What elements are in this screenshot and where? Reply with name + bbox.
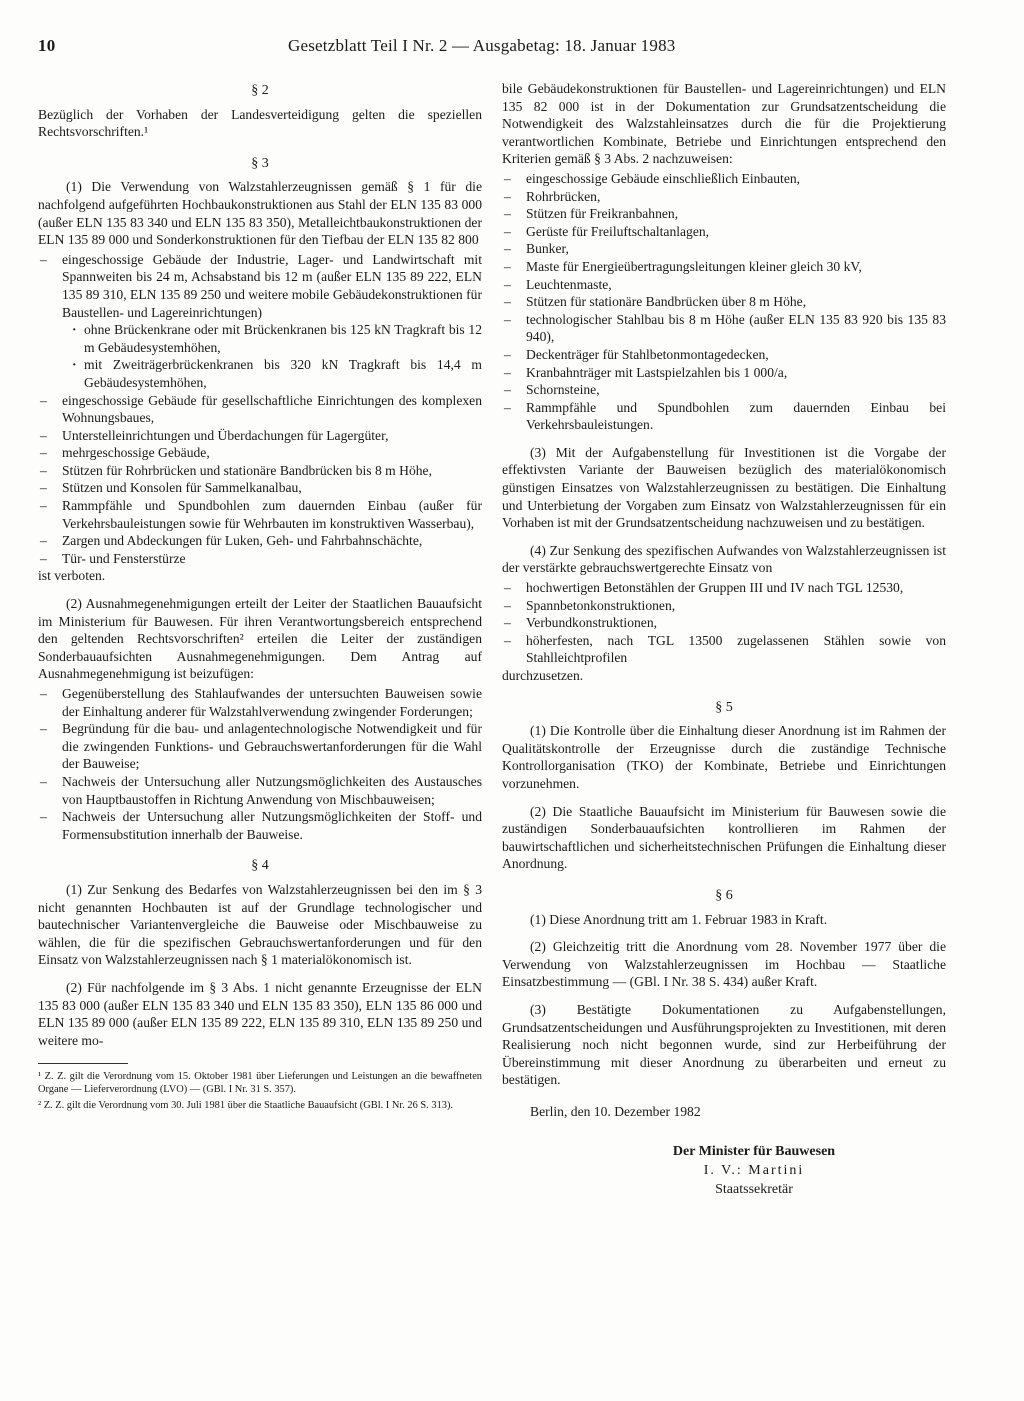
list-item: – Gerüste für Freiluftschaltanlagen,: [502, 223, 946, 241]
section-3-list: [38, 251, 482, 568]
section-4-paragraph-2: (2) Für nachfolgende im § 3 Abs. 1 nicht genannte Erzeugnisse der ELN 135 83 000 (außer ELN 135 83 340 und ELN 135 83 350), ELN 135 86 000 und ELN 135 89 000 (außer ELN 135 89 222, ELN 135 89 310, ELN 135 89 250 und weitere mo-: [38, 979, 482, 1048]
section-heading-3: § 3: [251, 155, 269, 171]
footnote-2: ² Z. Z. gilt die Verordnung vom 30. Juli 1981 über die Staatliche Bauaufsicht (GBl. I Nr. 26 S. 313).: [38, 1100, 454, 1112]
list-item: – Rammpfähle und Spundbohlen zum dauernden Einbau bei Verkehrsbauleistungen.: [502, 399, 946, 434]
list-item: – Kranbahnträger mit Lastspielzahlen bis 1 000/a,: [502, 364, 946, 382]
page-header: [38, 36, 994, 60]
section-3-paragraph-2: (2) Ausnahmegenehmigungen erteilt der Leiter der Staatlichen Bauaufsicht im Ministerium für Bauwesen. Für ihren Verantwortungsbereich entsprechend den geltenden Rechtsvorschriften² erteilen die Leiter der zuständigen Sonderbauaufsichten Ausnahmegenehmigungen. Dem Antrag auf Ausnahmegenehmigung ist beizufügen:: [38, 596, 482, 682]
list-item: – Zargen und Abdeckungen für Luken, Geh- und Fahrbahnschächte,: [38, 532, 482, 550]
signatory-name: I. V.: Martini: [703, 1163, 805, 1179]
list-item: – höherfesten, nach TGL 13500 zugelassenen Stählen sowie von Stahlleichtprofilen: [502, 632, 946, 667]
section-5-paragraph-2: (2) Die Staatliche Bauaufsicht im Ministerium für Bauwesen sowie die zuständigen Sonderbauaufsichten kontrollieren im Rahmen der bauwirtschaftlichen und sicherheitstechnischen Prüfungen die Einhaltung dieser Anordnung.: [502, 803, 946, 872]
section-heading-2: § 2: [251, 83, 269, 98]
list-item: – Stützen für Freikranbahnen,: [502, 205, 946, 223]
list-item: – Nachweis der Untersuchung aller Nutzungsmöglichkeiten der Stoff- und Formensubstitution innerhalb der Bauweise.: [38, 808, 482, 843]
footnotes: [38, 1070, 482, 1112]
section-4-paragraph-4: (4) Zur Senkung des spezifischen Aufwandes von Walzstahlerzeugnissen ist der verstärkte gebrauchswertgerechte Einsatz von: [502, 542, 946, 576]
footnote-1: ¹ Z. Z. gilt die Verordnung vom 15. Oktober 1981 über Lieferungen und Leistungen an die bewaffneten Organe — Lieferverordnung (LVO) — (GBl. I Nr. 31 S. 357).: [38, 1071, 482, 1096]
list-item: – eingeschossige Gebäude der Industrie, Lager- und Landwirtschaft mit Spannweiten bis 24 m, Achsabstand bis 12 m (außer ELN 135 89 222, ELN 135 89 310, ELN 135 89 250 und weitere mobile Gebäudekonstruktionen für Baustellen- und Lagereinrichtungen) · ohne Brückenkrane oder mit Brückenkranen bis 125 kN Tragkraft bis 12 m Gebäudesystemhöhen, · mit Zweiträgerbrückenkranen bis 320 kN Tragkraft bis 14,4 m Gebäudesystemhöhen,: [38, 251, 482, 392]
section-heading-6: § 6: [715, 887, 733, 903]
section-3-requirements-list: [38, 685, 482, 843]
list-item: – Bunker,: [502, 240, 946, 258]
left-column: [38, 78, 482, 1115]
section-4-paragraph-1: (1) Zur Senkung des Bedarfes von Walzstahlerzeugnissen bei den im § 3 nicht genannten Hochbauten ist auf der Grundlage technologischer und bautechnischer Variantenvergleiche die Bauweise oder Mischbauweise zu wählen, die für die spezifischen Gebrauchswertanforderungen und für den Einsatz von Walzstahlerzeugnissen nach § 1 materialökonomisch ist.: [38, 881, 482, 968]
section-4-paragraph-3: (3) Mit der Aufgabenstellung für Investitionen ist die Vorgabe der effektivsten Variante der Bauweisen bezüglich des materialökonomisch günstigen Einsatzes von Walzstahlerzeugnissen zu bestätigen. Die Einhaltung und Unterbietung der Vorgaben zum Einsatz von Walzstahlerzeugnissen für ein Vorhaben ist mit der Grundsatzentscheidung nachzuweisen und zu bestätigen.: [502, 444, 946, 531]
list-item: – eingeschossige Gebäude einschließlich Einbauten,: [502, 170, 946, 188]
signatory-role: Staatssekretär: [715, 1182, 793, 1198]
section-3-paragraph-1-end: ist verboten.: [38, 568, 106, 584]
list-item: – Nachweis der Untersuchung aller Nutzungsmöglichkeiten des Austausches von Hauptbaustoffen in Richtung Anwendung von Mischbauweisen;: [38, 773, 482, 808]
sublist-item: · mit Zweiträgerbrückenkranen bis 320 kN Tragkraft bis 14,4 m Gebäudesystemhöhen,: [62, 356, 482, 391]
list-item: – Leuchtenmaste,: [502, 276, 946, 294]
list-item: – Rohrbrücken,: [502, 188, 946, 206]
running-head: Gesetzblatt Teil I Nr. 2 — Ausgabetag: 18. Januar 1983: [288, 36, 676, 55]
section-5-paragraph-1: (1) Die Kontrolle über die Einhaltung dieser Anordnung ist im Rahmen der Qualitätskontrolle der Erzeugnisse durch die zuständige Technische Kontrollorganisation (TKO) der Kombinate, Betriebe und Einrichtungen vorzunehmen.: [502, 723, 946, 791]
page-number: 10: [38, 36, 56, 55]
list-item: – Spannbetonkonstruktionen,: [502, 597, 946, 615]
list-item: – technologischer Stahlbau bis 8 m Höhe (außer ELN 135 83 920 bis 135 83 940),: [502, 311, 946, 346]
footnote-rule: [38, 1063, 128, 1064]
list-item: – Deckenträger für Stahlbetonmontagedecken,: [502, 346, 946, 364]
list-item: – Tür- und Fensterstürze: [38, 550, 482, 568]
list-item: – Stützen für stationäre Bandbrücken über 8 m Höhe,: [502, 293, 946, 311]
list-item: – Begründung für die bau- und anlagentechnologische Notwendigkeit und für die zwingenden Funktions- und Gebrauchswertanforderungen für die Wahl der Bauweise;: [38, 720, 482, 773]
section-heading-5: § 5: [715, 699, 733, 715]
list-item: – hochwertigen Betonstählen der Gruppen III und IV nach TGL 12530,: [502, 579, 946, 597]
list-item: – mehrgeschossige Gebäude,: [38, 444, 482, 462]
sublist-item: · ohne Brückenkrane oder mit Brückenkranen bis 125 kN Tragkraft bis 12 m Gebäudesystemhöhen,: [62, 321, 482, 356]
place-and-date: Berlin, den 10. Dezember 1982: [530, 1103, 701, 1119]
signatory-title: Der Minister für Bauwesen: [672, 1144, 836, 1160]
section-3-paragraph-1: (1) Die Verwendung von Walzstahlerzeugnissen gemäß § 1 für die nachfolgend aufgeführten Hochbaukonstruktionen aus Stahl der ELN 135 83 000 (außer ELN 135 83 340 und ELN 135 83 350), Metalleichtbaukonstruktionen der ELN 135 89 000 und Sonderkonstruktionen für den Tiefbau der ELN 135 82 800: [38, 179, 482, 248]
list-item: – Schornsteine,: [502, 381, 946, 399]
section-6-paragraph-1: (1) Diese Anordnung tritt am 1. Februar 1983 in Kraft.: [530, 911, 828, 927]
list-item: – Verbundkonstruktionen,: [502, 614, 946, 632]
section-4-materials-list: [502, 579, 946, 667]
list-item: – Rammpfähle und Spundbohlen zum dauernden Einbau (außer für Verkehrsbauleistungen sowie für Wehrbauten im konstruktiven Wasserbau),: [38, 497, 482, 532]
section-6-paragraph-3: (3) Bestätigte Dokumentationen zu Aufgabenstellungen, Grundsatzentscheidungen und Ausführungsprojekten zu Investitionen, mit deren Realisierung noch nicht begonnen wurde, sind zur Herbeiführung der Übereinstimmung mit dieser Anordnung zu überarbeiten und erneut zu bestätigen.: [502, 1001, 946, 1088]
list-item: – eingeschossige Gebäude für gesellschaftliche Einrichtungen des komplexen Wohnungsbaues,: [38, 392, 482, 427]
list-item: – Gegenüberstellung des Stahlaufwandes der untersuchten Bauweisen sowie der Einhaltung anderer für Walzstahlverwendung zwingender Forderungen;: [38, 685, 482, 720]
right-column: [502, 80, 946, 1199]
list-item: – Unterstelleinrichtungen und Überdachungen für Lagergüter,: [38, 427, 482, 445]
section-6-paragraph-2: (2) Gleichzeitig tritt die Anordnung vom 28. November 1977 über die Verwendung von Walzstahlerzeugnissen im Hochbau — Staatliche Einsatzbestimmung — (GBl. I Nr. 38 S. 434) außer Kraft.: [502, 939, 946, 990]
list-item: – Stützen für Rohrbrücken und stationäre Bandbrücken bis 8 m Höhe,: [38, 462, 482, 480]
section-4-paragraph-4-end: durchzusetzen.: [502, 668, 584, 683]
signature-block: [562, 1142, 946, 1199]
section-heading-4: § 4: [251, 858, 269, 874]
section-4-paragraph-2-continued: bile Gebäudekonstruktionen für Baustellen- und Lagereinrichtungen) und ELN 135 82 000 ist in der Dokumentation zur Grundsatzentscheidung die Notwendigkeit des Walzstahleinsatzes durch die für die Projektierung verantwortlichen Kombinate, Betriebe und Einrichtungen entsprechend den Kriterien gemäß § 3 Abs. 2 nachzuweisen:: [502, 81, 946, 167]
list-item: – Maste für Energieübertragungsleitungen kleiner gleich 30 kV,: [502, 258, 946, 276]
section-4-list: [502, 170, 946, 434]
list-item: – Stützen und Konsolen für Sammelkanalbau,: [38, 479, 482, 497]
section-2-text: Bezüglich der Vorhaben der Landesverteidigung gelten die speziellen Rechtsvorschriften.¹: [38, 106, 482, 140]
section-3-sublist: [62, 321, 482, 391]
